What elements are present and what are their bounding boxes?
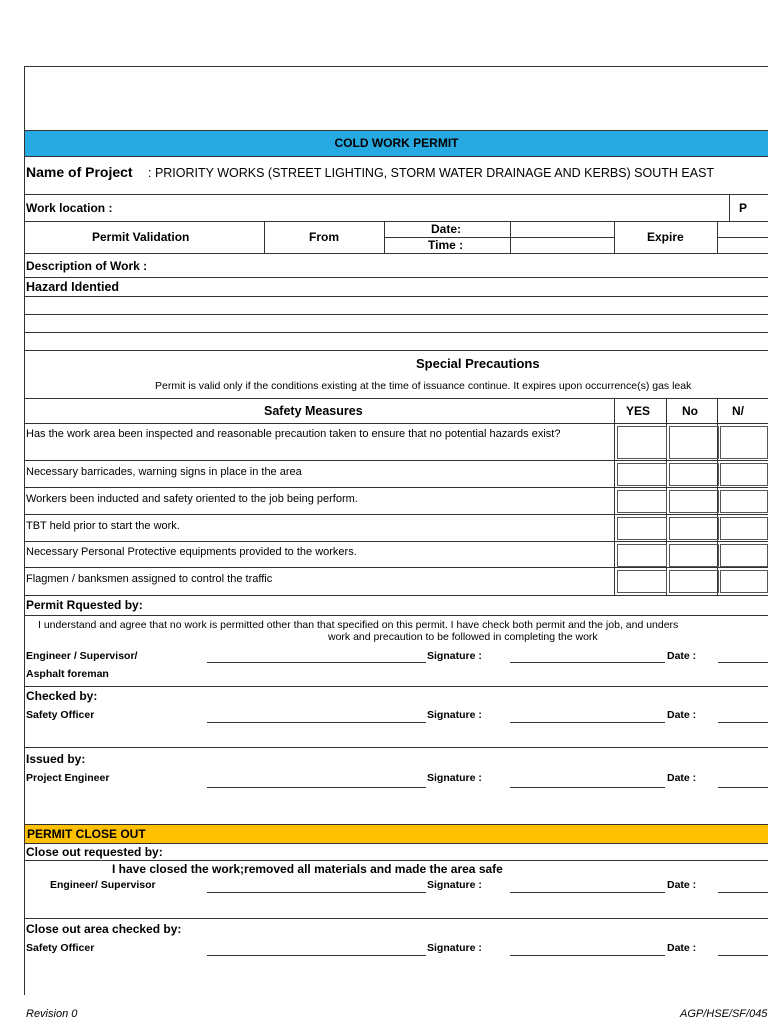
special-precautions-title: Special Precautions — [416, 356, 540, 371]
divider — [25, 487, 768, 488]
na-header: N/ — [732, 404, 744, 418]
na-checkbox[interactable] — [720, 570, 768, 593]
permit-requested-label: Permit Rquested by: — [26, 598, 143, 612]
divider — [25, 460, 768, 461]
description-label: Description of Work : — [26, 259, 148, 273]
close-out-checker-role: Safety Officer — [26, 942, 95, 954]
agreement-statement-line1: I understand and agree that no work is permitted other than that specified on this permit. I have check both permit and the job, and unders — [38, 619, 679, 631]
divider — [510, 221, 511, 253]
date-field[interactable] — [718, 662, 768, 663]
time-label: Time : — [428, 238, 464, 252]
checked-by-label: Checked by: — [26, 689, 98, 703]
divider — [25, 277, 768, 278]
divider — [614, 221, 615, 253]
date-field[interactable] — [718, 892, 768, 893]
safety-measures-header: Safety Measures — [264, 404, 363, 418]
divider — [729, 195, 730, 221]
yes-checkbox[interactable] — [617, 490, 667, 513]
divider — [25, 686, 768, 687]
date-label: Date: — [431, 222, 462, 236]
divider — [25, 541, 768, 542]
name-field[interactable] — [207, 722, 426, 723]
safety-item: Necessary barricades, warning signs in place in the area — [26, 466, 302, 478]
title-bar — [25, 130, 768, 157]
safety-item: Flagmen / banksmen assigned to control the traffic — [26, 573, 273, 585]
safety-item: TBT held prior to start the work. — [26, 520, 180, 532]
divider — [25, 194, 768, 195]
work-location-right-label: P — [739, 201, 748, 215]
divider — [614, 398, 615, 595]
signature-field[interactable] — [510, 722, 665, 723]
name-field[interactable] — [207, 787, 426, 788]
no-checkbox[interactable] — [669, 517, 719, 540]
signature-field[interactable] — [510, 892, 665, 893]
signature-label: Signature : — [427, 709, 482, 721]
no-checkbox[interactable] — [669, 490, 719, 513]
divider — [384, 237, 614, 238]
permit-validation-label: Permit Validation — [92, 230, 190, 244]
revision-label: Revision 0 — [26, 1008, 78, 1020]
signature-label: Signature : — [427, 879, 482, 891]
yes-checkbox[interactable] — [617, 426, 667, 459]
signature-field[interactable] — [510, 662, 665, 663]
signature-label: Signature : — [427, 650, 482, 662]
signature-field[interactable] — [510, 955, 665, 956]
issuer-role: Project Engineer — [26, 772, 110, 784]
no-checkbox[interactable] — [669, 463, 719, 486]
date-label: Date : — [667, 942, 697, 954]
close-out-bar — [25, 824, 768, 844]
divider — [264, 221, 265, 253]
close-out-title: PERMIT CLOSE OUT — [27, 827, 146, 841]
close-out-role: Engineer/ Supervisor — [50, 879, 156, 891]
divider — [25, 350, 768, 351]
yes-checkbox[interactable] — [617, 463, 667, 486]
signature-field[interactable] — [510, 787, 665, 788]
divider — [25, 567, 768, 568]
no-header: No — [682, 404, 698, 418]
yes-checkbox[interactable] — [617, 544, 667, 567]
expire-label: Expire — [647, 230, 684, 244]
divider — [25, 398, 768, 399]
no-checkbox[interactable] — [669, 544, 719, 567]
checker-role: Safety Officer — [26, 709, 95, 721]
divider — [25, 423, 768, 424]
safety-item: Workers been inducted and safety oriented to the job being perform. — [26, 493, 358, 505]
divider — [25, 595, 768, 596]
name-field[interactable] — [207, 892, 426, 893]
divider — [25, 221, 768, 222]
divider — [25, 296, 768, 297]
divider — [25, 332, 768, 333]
issued-by-label: Issued by: — [26, 752, 86, 766]
close-out-checked-label: Close out area checked by: — [26, 922, 182, 936]
hazard-label: Hazard Identied — [26, 280, 120, 294]
yes-checkbox[interactable] — [617, 517, 667, 540]
name-field[interactable] — [207, 955, 426, 956]
no-checkbox[interactable] — [669, 570, 719, 593]
divider — [25, 514, 768, 515]
na-checkbox[interactable] — [720, 544, 768, 567]
requester-role-line2: Asphalt foreman — [26, 668, 109, 680]
yes-header: YES — [626, 404, 651, 418]
safety-item: Necessary Personal Protective equipments provided to the workers. — [26, 546, 357, 558]
date-label: Date : — [667, 709, 697, 721]
divider — [25, 747, 768, 748]
special-precautions-note: Permit is valid only if the conditions existing at the time of issuance continue. It expires upon occurrence(s) gas leak — [155, 380, 692, 392]
work-location-label: Work location : — [26, 201, 113, 215]
na-checkbox[interactable] — [720, 490, 768, 513]
date-label: Date : — [667, 650, 697, 662]
date-field[interactable] — [718, 787, 768, 788]
signature-label: Signature : — [427, 942, 482, 954]
na-checkbox[interactable] — [720, 517, 768, 540]
safety-item: Has the work area been inspected and reasonable precaution taken to ensure that no potential hazards exist? — [26, 428, 561, 440]
divider — [25, 860, 768, 861]
yes-checkbox[interactable] — [617, 570, 667, 593]
close-out-requested-label: Close out requested by: — [26, 845, 163, 859]
na-checkbox[interactable] — [720, 463, 768, 486]
no-checkbox[interactable] — [669, 426, 719, 459]
name-field[interactable] — [207, 662, 426, 663]
project-name: : PRIORITY WORKS (STREET LIGHTING, STORM WATER DRAINAGE AND KERBS) SOUTH EAST — [148, 166, 715, 180]
requester-role-line1: Engineer / Supervisor/ — [26, 650, 138, 662]
close-out-statement: I have closed the work;removed all materials and made the area safe — [112, 862, 503, 876]
agreement-statement-line2: work and precaution to be followed in completing the work — [328, 631, 598, 643]
na-checkbox[interactable] — [720, 426, 768, 459]
from-label: From — [309, 230, 339, 244]
date-field[interactable] — [718, 955, 768, 956]
divider — [25, 918, 768, 919]
document-code: AGP/HSE/SF/045 — [680, 1008, 768, 1020]
divider — [717, 237, 768, 238]
project-label: Name of Project — [26, 164, 133, 180]
divider — [25, 615, 768, 616]
divider — [25, 314, 768, 315]
date-label: Date : — [667, 879, 697, 891]
date-field[interactable] — [718, 722, 768, 723]
date-label: Date : — [667, 772, 697, 784]
signature-label: Signature : — [427, 772, 482, 784]
divider — [25, 253, 768, 254]
form-title: COLD WORK PERMIT — [334, 136, 459, 150]
